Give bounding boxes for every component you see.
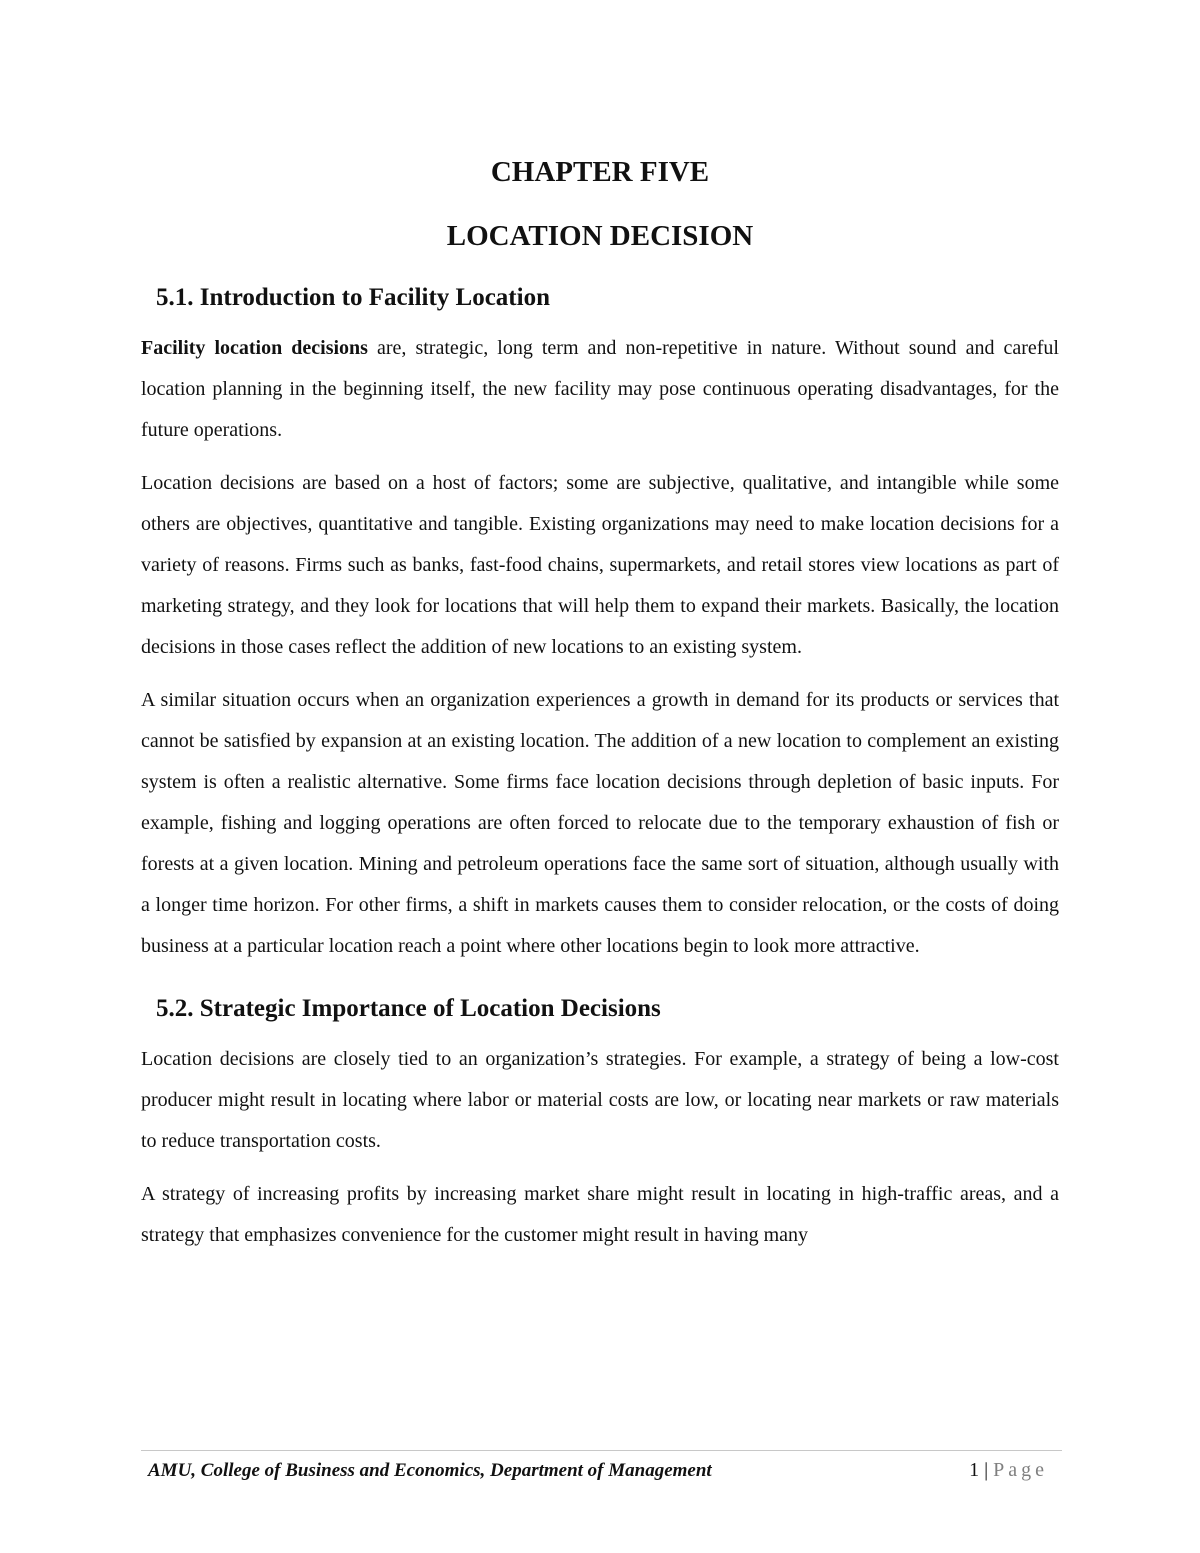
section-heading-5-2: 5.2. Strategic Importance of Location Decisions <box>156 995 661 1022</box>
paragraph-factors: Location decisions are based on a host of factors; some are subjective, qualitative, and intangible while some others are objectives, quantitative and tangible. Existing organizations may need to make location decisions for a variety of reasons. Firms such as banks, fast-food chains, supermarkets, and retail stores view locations as part of marketing strategy, and they look for locations that will help them to expand their markets. Basically, the location decisions in those cases reflect the addition of new locations to an existing system. <box>141 472 1059 658</box>
footer-divider <box>141 1450 1062 1451</box>
page-content <box>141 148 1059 1256</box>
paragraph-strategies: Location decisions are closely tied to an organization’s strategies. For example, a strategy of being a low-cost producer might result in locating where labor or material costs are low, or locating near markets or raw materials to reduce transportation costs. <box>141 1048 1059 1152</box>
paragraph-market-share: A strategy of increasing profits by increasing market share might result in locating in high-traffic areas, and a strategy that emphasizes convenience for the customer might result in having many <box>141 1183 1059 1246</box>
paragraph-intro-body: are, strategic, long term and non-repetitive in nature. Without sound and careful location planning in the beginning itself, the new facility may pose continuous operating disadvantages, for the future operations. <box>141 337 1059 441</box>
section-heading-5-1: 5.1. Introduction to Facility Location <box>156 284 550 311</box>
page-label: Page <box>993 1459 1048 1481</box>
chapter-title: CHAPTER FIVE <box>490 156 710 188</box>
paragraph-intro-lead: Facility location decisions <box>141 337 368 359</box>
chapter-subtitle: LOCATION DECISION <box>446 220 754 252</box>
footer-institution: AMU, College of Business and Economics, Department of Management <box>148 1460 712 1481</box>
footer-page-number <box>969 1456 1048 1484</box>
paragraph-intro <box>141 328 1059 451</box>
paragraph-growth: A similar situation occurs when an organization experiences a growth in demand for its products or services that cannot be satisfied by expansion at an existing location. The addition of a new location to complement an existing system is often a realistic alternative. Some firms face location decisions through depletion of basic inputs. For example, fishing and logging operations are often forced to relocate due to the temporary exhaustion of fish or forests at a given location. Mining and petroleum operations face the same sort of situation, although usually with a longer time horizon. For other firms, a shift in markets causes them to consider relocation, or the costs of doing business at a particular location reach a point where other locations begin to look more attractive. <box>141 689 1059 957</box>
page-separator: | <box>979 1459 994 1481</box>
page-number: 1 <box>969 1459 980 1481</box>
